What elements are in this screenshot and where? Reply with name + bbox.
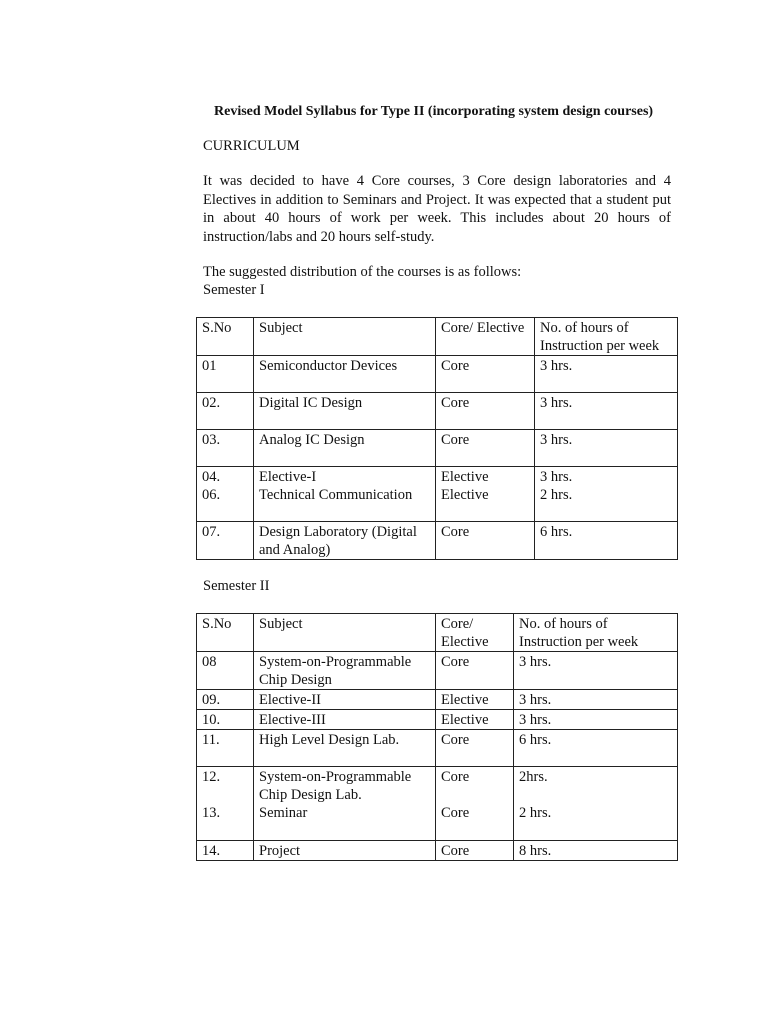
table-header-row xyxy=(197,614,678,652)
cell-sno: 11. xyxy=(197,730,254,767)
cell-hours-line: 3 hrs. xyxy=(540,469,573,485)
cell-sno: 10. xyxy=(197,710,254,730)
cell-sno: 14. xyxy=(197,841,254,861)
semester2-label: Semester II xyxy=(203,578,270,594)
cell-sno-line: 04. xyxy=(202,469,221,485)
cell-type-line: Elective xyxy=(441,487,489,503)
cell-hours: 6 hrs. xyxy=(514,730,678,767)
cell-subject: Project xyxy=(254,841,436,861)
cell-sno xyxy=(197,467,254,522)
header-core-elective: Core/ Elective xyxy=(436,318,535,356)
cell-subject: Elective-III xyxy=(254,710,436,730)
table-row xyxy=(197,522,678,560)
cell-subject-line: Elective-I xyxy=(259,469,317,485)
cell-sno: 09. xyxy=(197,690,254,710)
cell-hours: 3 hrs. xyxy=(535,356,678,393)
cell-hours-line: 2hrs. xyxy=(519,769,548,785)
cell-hours-line: 2 hrs. xyxy=(540,487,573,503)
cell-type: Core xyxy=(436,430,535,467)
cell-type: Core xyxy=(436,730,514,767)
semester1-table xyxy=(196,317,678,560)
cell-sno: 02. xyxy=(197,393,254,430)
table-row xyxy=(197,356,678,393)
intro-paragraph: It was decided to have 4 Core courses, 3 Core design laboratories and 4 Electives in addition to Seminars and Project. It was expected that a student put in about 40 hours of work per week. This includes about 20 hours of instruction/labs and 20 hours self-study. xyxy=(203,173,671,245)
cell-subject: Digital IC Design xyxy=(254,393,436,430)
header-core-elective: Core/ Elective xyxy=(436,614,514,652)
cell-hours xyxy=(514,767,678,841)
cell-hours: 6 hrs. xyxy=(535,522,678,560)
cell-sno: 03. xyxy=(197,430,254,467)
cell-type-line: Elective xyxy=(441,469,489,485)
cell-hours: 3 hrs. xyxy=(514,690,678,710)
cell-subject: Semiconductor Devices xyxy=(254,356,436,393)
header-hours: No. of hours of Instruction per week xyxy=(535,318,678,356)
header-subject: Subject xyxy=(254,318,436,356)
cell-subject: Analog IC Design xyxy=(254,430,436,467)
cell-sno: 07. xyxy=(197,522,254,560)
cell-hours: 3 hrs. xyxy=(514,652,678,690)
cell-type: Core xyxy=(436,652,514,690)
cell-type: Elective xyxy=(436,710,514,730)
cell-sno-spacer xyxy=(202,786,248,804)
cell-subject: Design Laboratory (Digital and Analog) xyxy=(254,522,436,560)
cell-subject-line: System-on-Programmable Chip Design Lab. xyxy=(259,769,412,803)
cell-type-line: Core xyxy=(441,805,470,821)
semester1-label: Semester I xyxy=(203,282,265,298)
cell-sno-line: 12. xyxy=(202,769,221,785)
cell-subject xyxy=(254,767,436,841)
cell-subject: Elective-II xyxy=(254,690,436,710)
cell-type: Core xyxy=(436,356,535,393)
table-row xyxy=(197,430,678,467)
cell-subject: System-on-Programmable Chip Design xyxy=(254,652,436,690)
header-sno: S.No xyxy=(197,614,254,652)
table-row xyxy=(197,730,678,767)
cell-type-spacer xyxy=(441,786,508,804)
cell-type: Core xyxy=(436,393,535,430)
table-row xyxy=(197,690,678,710)
cell-type-line: Core xyxy=(441,769,470,785)
semester2-table xyxy=(196,613,678,861)
distribution-block xyxy=(203,263,521,299)
cell-subject-line: Seminar xyxy=(259,805,308,821)
cell-type: Core xyxy=(436,841,514,861)
cell-sno-line: 06. xyxy=(202,487,221,503)
cell-type: Core xyxy=(436,522,535,560)
cell-hours: 3 hrs. xyxy=(535,430,678,467)
table-row xyxy=(197,710,678,730)
table-row xyxy=(197,467,678,522)
cell-subject: High Level Design Lab. xyxy=(254,730,436,767)
cell-subject xyxy=(254,467,436,522)
table-row xyxy=(197,841,678,861)
curriculum-heading: CURRICULUM xyxy=(203,138,300,154)
cell-hours: 8 hrs. xyxy=(514,841,678,861)
cell-sno: 08 xyxy=(197,652,254,690)
cell-sno-line: 13. xyxy=(202,805,221,821)
cell-type: Elective xyxy=(436,690,514,710)
cell-type xyxy=(436,467,535,522)
table-row xyxy=(197,393,678,430)
header-hours: No. of hours of Instruction per week xyxy=(514,614,678,652)
cell-subject-line: Technical Communication xyxy=(259,487,413,503)
page-title: Revised Model Syllabus for Type II (incorporating system design courses) xyxy=(214,104,654,119)
cell-hours: 3 hrs. xyxy=(535,393,678,430)
cell-hours xyxy=(535,467,678,522)
cell-hours: 3 hrs. xyxy=(514,710,678,730)
header-sno: S.No xyxy=(197,318,254,356)
cell-sno: 01 xyxy=(197,356,254,393)
header-subject: Subject xyxy=(254,614,436,652)
table-row xyxy=(197,652,678,690)
cell-sno xyxy=(197,767,254,841)
table-row xyxy=(197,767,678,841)
cell-type xyxy=(436,767,514,841)
cell-hours-line: 2 hrs. xyxy=(519,805,552,821)
distribution-text: The suggested distribution of the courses is as follows: xyxy=(203,264,522,280)
cell-hours-spacer xyxy=(519,786,672,804)
table-header-row xyxy=(197,318,678,356)
